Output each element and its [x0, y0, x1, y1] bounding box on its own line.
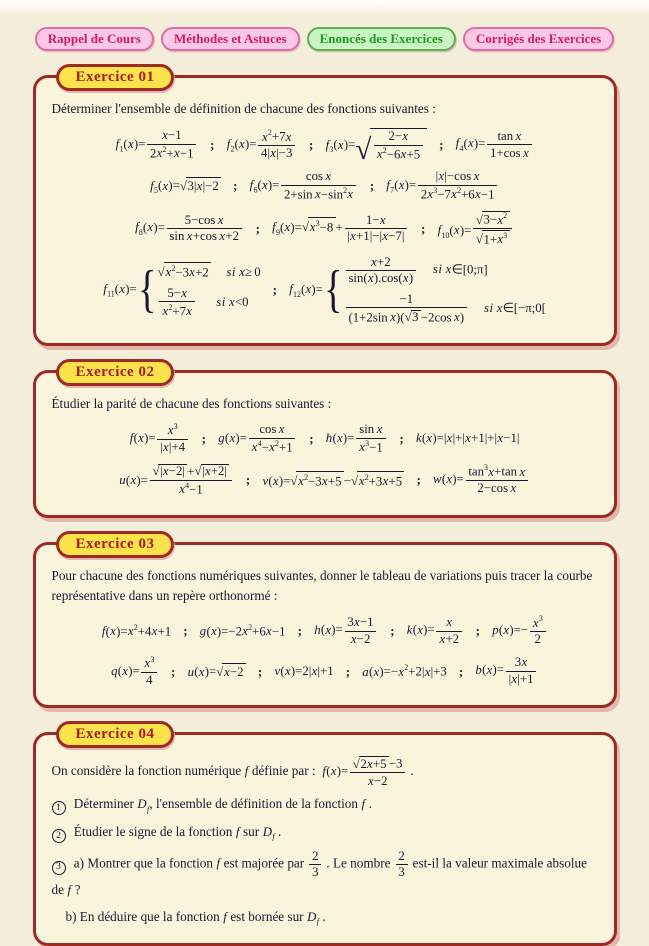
text-run: . — [365, 795, 372, 811]
formula: f — [244, 764, 249, 779]
formula: $D_f$ — [137, 796, 150, 814]
text-run: a) Montrer que la fonction — [70, 855, 217, 871]
exercise-02-content — [48, 394, 602, 497]
formula: $f_4(x)=$ $\frac{\text{tan x}}{\text{1+cos x}}$ — [455, 130, 533, 160]
exercise-01-content — [48, 99, 602, 325]
exercise-line — [48, 794, 602, 816]
formula: f — [216, 856, 221, 871]
separator: ; — [257, 663, 263, 679]
text-run: est bornée sur — [227, 908, 307, 924]
sqrt-symbol: √ — [351, 473, 359, 488]
separator: ; — [255, 220, 260, 236]
separator: ; — [369, 178, 375, 194]
formula: $D_f$ — [262, 824, 275, 842]
formula: $a(x)=-x^2+2|x|+3$ — [362, 663, 447, 679]
formula: k(x)= $\frac{x}{x+2}$ — [407, 616, 464, 646]
formula: $f_{11}(x)=$ { $√x^2-3x+2$ si x≥ 0 $\frac{5-x}{x^2+7x}$ si x<0 — [103, 261, 261, 319]
formula: w(x)= $\frac{\tan^3x+\tan x}{\text{2−cos x}}$ — [433, 464, 530, 495]
text-run: b) En déduire que la fonction — [65, 908, 223, 924]
exercise-line — [48, 170, 602, 201]
formula: u(x)=√x−2 — [187, 663, 246, 680]
exercise-02 — [33, 363, 617, 518]
sqrt-symbol: √ — [355, 134, 372, 167]
sqrt-symbol: √ — [404, 310, 412, 325]
separator: ; — [475, 623, 480, 639]
exercise-01-title: Exercice 01 — [56, 64, 175, 91]
separator: ; — [183, 623, 188, 639]
text-run: est majorée par — [220, 855, 308, 871]
text-run: Étudier la parité de chacune des fonctions suivantes : — [51, 395, 332, 411]
text-run: . — [407, 763, 414, 779]
circled-number: 1 — [52, 801, 66, 815]
separator: ; — [210, 136, 215, 152]
formula: $g(x)=-2x^2+6x-1$ — [199, 623, 286, 639]
text-run: . — [319, 908, 326, 924]
sqrt-symbol: √ — [216, 664, 224, 679]
formula: $f_2(x)=$ $\frac{x^2+7x}{4|x|-3}$ — [226, 129, 297, 160]
formula: $f_3(x)=√$ $\frac{2-x}{x^2-6x+5}$ — [325, 128, 427, 161]
exercise-line — [48, 394, 602, 414]
formula: u(x)= $\frac{√|x-2| +√|x+2|}{x^4-1}$ — [119, 464, 234, 497]
exercise-line — [48, 423, 602, 454]
formula: $f_6(x)=$ $\frac{\text{cos x}}{2+\sin x-\sin^2x}$ — [249, 170, 357, 201]
exercise-line — [48, 656, 602, 687]
formula: $f_1(x)=$ $\frac{x-1}{2x^2+x-1}$ — [115, 129, 198, 160]
sqrt-symbol: √ — [475, 232, 483, 247]
exercise-03-title: Exercice 03 — [56, 531, 175, 558]
separator: ; — [297, 623, 302, 639]
separator: ; — [439, 136, 444, 152]
exercise-01 — [33, 69, 617, 346]
formula: $f_9(x)=√x^3-8$ + $\frac{1-x}{|x+1|-|x-7|}$ — [272, 214, 409, 244]
exercise-line — [48, 99, 602, 119]
separator: ; — [308, 136, 314, 152]
exercise-03-content — [48, 566, 602, 688]
separator: ; — [233, 178, 238, 194]
exercise-03 — [33, 535, 617, 709]
exercise-line — [48, 822, 602, 844]
formula: $v(x)=√x^2-3x+5 -√x^2+3x+5$ — [262, 471, 404, 489]
exercise-line — [48, 850, 602, 901]
formula: f — [67, 882, 72, 897]
text-run: Étudier le signe de la fonction — [70, 823, 236, 839]
separator: ; — [171, 663, 176, 679]
nav-corriges-des-exercices[interactable]: Corrigés des Exercices — [463, 27, 614, 51]
circled-number: 3 — [52, 861, 66, 875]
text-run: Déterminer l'ensemble de définition de chacune des fonctions suivantes : — [51, 101, 436, 116]
sqrt-symbol: √ — [152, 464, 160, 479]
exercise-04 — [33, 726, 617, 946]
formula: q(x)= $\frac{x^3}{4}$ — [111, 656, 159, 687]
text-run: Déterminer — [70, 795, 138, 811]
exercise-line — [48, 756, 602, 788]
separator: ; — [458, 663, 464, 679]
text-run: , l'ensemble de définition de la fonction — [149, 795, 362, 811]
separator: ; — [345, 663, 351, 679]
formula: h(x)= $\frac{\text{sin x}}{x^3-1}$ — [326, 423, 388, 454]
formula: $f_5(x)=√3|x|-2$ — [150, 177, 221, 195]
formula: f(x)= $\frac{x^3}{|x|+4}$ — [130, 423, 190, 454]
exercise-line — [48, 464, 602, 497]
formula: $\frac{2}{3}$ — [307, 856, 323, 870]
cases-brace: { — [324, 261, 343, 319]
sqrt-symbol: √ — [157, 264, 165, 279]
formula: p(x)=− $\frac{x^3}{2}$ — [492, 615, 547, 646]
sqrt-symbol: √ — [475, 212, 483, 227]
sqrt-symbol: √ — [194, 464, 202, 479]
text-run: définie par : — [248, 763, 323, 779]
formula: h(x)= $\frac{3x-1}{x-2}$ — [314, 616, 378, 646]
separator: ; — [272, 282, 277, 298]
text-run: ? — [71, 881, 81, 897]
formula: k(x)=|x|+|x+1|+|x−1| — [415, 431, 520, 446]
exercise-line — [48, 256, 602, 325]
exercise-line — [48, 128, 602, 167]
formula: $D_f$ — [307, 909, 319, 927]
nav-methodes-et-astuces[interactable]: Méthodes et Astuces — [161, 27, 300, 51]
text-run: On considère la fonction numérique — [51, 763, 245, 779]
formula: $f(x)=x^2+4x+1$ — [101, 623, 172, 639]
sqrt-symbol: √ — [301, 220, 309, 235]
separator: ; — [416, 472, 421, 488]
exercise-02-title: Exercice 02 — [56, 359, 175, 386]
sqrt-symbol: √ — [290, 473, 298, 488]
text-run: sur — [239, 823, 263, 839]
text-run: . — [274, 823, 282, 839]
separator: ; — [201, 430, 207, 446]
text-run: Pour chacune des fonctions numériques suivantes, donner le tableau de variations puis tracer la courbe représentative dans un repère orthonormé : — [51, 567, 596, 603]
text-run: . Le nombre — [323, 855, 394, 871]
exercise-line — [48, 211, 602, 247]
nav-enonces-des-exercices[interactable]: Enoncés des Exercices — [307, 27, 456, 51]
formula: f — [235, 824, 240, 839]
formula: f — [223, 909, 227, 924]
exercise-line — [48, 566, 602, 607]
top-fade — [0, 0, 649, 16]
formula: g(x)= $\frac{\text{cos x}}{x^4-x^2+1}$ — [218, 423, 297, 454]
formula: f(x)= $\frac{√2x+5 -3}{x-2}$ — [322, 764, 407, 778]
text-run: est-il la valeur maximale absolue de — [51, 855, 591, 897]
separator: ; — [390, 623, 395, 639]
nav-rappel-de-cours[interactable]: Rappel de Cours — [35, 27, 154, 51]
separator: ; — [421, 220, 426, 236]
exercise-line — [48, 907, 602, 929]
formula: v(x)=2|x|+1 — [274, 664, 334, 679]
sqrt-symbol: √ — [179, 178, 187, 193]
formula: $f_{10}(x)=$ $\frac{√3-x^2}{√1+x^3}$ — [437, 211, 514, 247]
cases-brace: { — [137, 261, 157, 319]
formula: $f_8(x)=$ $\frac{\text{5−cos x}}{\text{sin x+cos x+2}}$ — [135, 214, 244, 244]
separator: ; — [309, 430, 314, 446]
sqrt-symbol: √ — [352, 756, 360, 771]
formula: $f_7(x)=$ $\frac{\text{|x|−cos x}}{2x^3-7x^2+6x-1}$ — [386, 170, 499, 201]
formula: f — [361, 796, 366, 811]
formula: b(x)= $\frac{3x}{|x|+1}$ — [475, 656, 538, 686]
circled-number: 2 — [52, 829, 66, 843]
separator: ; — [245, 472, 251, 488]
separator: ; — [399, 430, 404, 446]
exercise-04-title: Exercice 04 — [56, 721, 175, 748]
formula: $f_{12}(x)=$ { $\frac{x+2}{\sin(x).\cos(x)}$ si x∈[0;π] $\frac{-1}{\text{(1+2sin x)(√3 −2cos x)}}$ si x∈[−π;0[ — [289, 254, 546, 325]
exercise-line — [48, 615, 602, 646]
formula: $\frac{2}{3}$ — [394, 856, 410, 870]
exercise-04-content — [48, 756, 602, 928]
